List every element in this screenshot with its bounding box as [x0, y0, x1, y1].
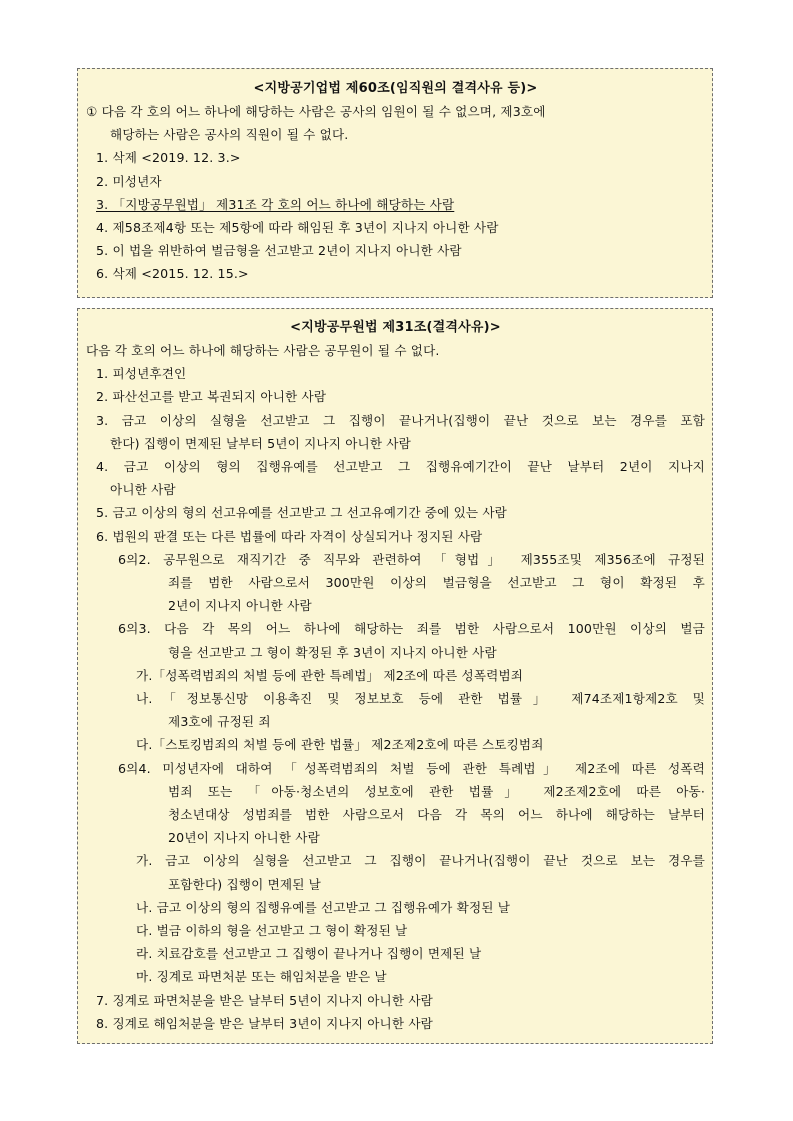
- law31-box: [77, 308, 713, 1044]
- law31-item-6-2-cont2: 2년이 지나지 아니한 사람: [168, 598, 312, 614]
- law31-item-2: 2. 파산선고를 받고 복권되지 아니한 사람: [96, 389, 327, 405]
- law60-item-2: 2. 미성년자: [96, 173, 162, 189]
- law31-item-6-3-na-cont: 제3호에 규정된 죄: [168, 714, 271, 730]
- law31-item-6-4-da: 다. 벌금 이하의 형을 선고받고 그 형이 확정된 날: [136, 923, 408, 939]
- law31-item-6-4-ra: 라. 치료감호를 선고받고 그 집행이 끝나거나 집행이 면제된 날: [136, 946, 482, 962]
- law60-item-6: 6. 삭제 <2015. 12. 15.>: [96, 266, 249, 282]
- law31-item-3-cont: 한다) 집행이 면제된 날부터 5년이 지나지 아니한 사람: [110, 435, 411, 451]
- law31-item-6-4-ma: 마. 징계로 파면처분 또는 해임처분을 받은 날: [136, 969, 387, 985]
- law31-item-6-3-na: 나.「정보통신망 이용촉진 및 정보보호 등에 관한 법률」 제74조제1항제2호 및: [136, 691, 705, 707]
- law31-item-7: 7. 징계로 파면처분을 받은 날부터 5년이 지나지 아니한 사람: [96, 992, 433, 1008]
- law31-item-1: 1. 피성년후견인: [96, 366, 187, 382]
- law60-item-4: 4. 제58조제4항 또는 제5항에 따라 해임된 후 3년이 지나지 아니한 사람: [96, 220, 499, 236]
- law60-title: <지방공기업법 제60조(임직원의 결격사유 등)>: [253, 81, 538, 96]
- law60-item-5: 5. 이 법을 위반하여 벌금형을 선고받고 2년이 지나지 아니한 사람: [96, 243, 462, 259]
- law31-item-6-4-cont3: 20년이 지나지 아니한 사람: [168, 830, 320, 846]
- law31-item-6-4-ga-cont: 포함한다) 집행이 면제된 날: [168, 876, 321, 892]
- law31-item-6-3-ga: 가.「성폭력범죄의 처벌 등에 관한 특례법」 제2조에 따른 성폭력범죄: [136, 667, 524, 683]
- law31-item-6-3-da: 다.「스토킹범죄의 처벌 등에 관한 법률」 제2조제2호에 따른 스토킹범죄: [136, 737, 544, 753]
- law31-item-6-3-cont: 형을 선고받고 그 형이 확정된 후 3년이 지나지 아니한 사람: [168, 644, 497, 660]
- law31-item-8: 8. 징계로 해임처분을 받은 날부터 3년이 지나지 아니한 사람: [96, 1015, 433, 1031]
- law60-para1-line1: ① 다음 각 호의 어느 하나에 해당하는 사람은 공사의 임원이 될 수 없으며, 제3호에: [86, 104, 546, 119]
- law31-item-3: 3. 금고 이상의 실형을 선고받고 그 집행이 끝나거나(집행이 끝난 것으로 보는 경우를 포함: [96, 412, 705, 428]
- law31-item-6-4-cont2: 청소년대상 성범죄를 범한 사람으로서 다음 각 목의 어느 하나에 해당하는 날부터: [168, 807, 705, 823]
- law31-item-5: 5. 금고 이상의 형의 선고유예를 선고받고 그 선고유예기간 중에 있는 사람: [96, 505, 507, 521]
- law60-item-3-text: 3. 「지방공무원법」 제31조 각 호의 어느 하나에 해당하는 사람: [96, 196, 455, 212]
- law31-item-4: 4. 금고 이상의 형의 집행유예를 선고받고 그 집행유예기간이 끝난 날부터 2년이 지나지: [96, 459, 705, 475]
- law60-para1-line2: 해당하는 사람은 공사의 직원이 될 수 없다.: [110, 127, 349, 143]
- law31-item-6-4: 6의4. 미성년자에 대하여 「성폭력범죄의 처벌 등에 관한 특례법」 제2조에 따른 성폭력: [118, 760, 705, 776]
- law60-item-3: [86, 193, 705, 216]
- law60-item-1: 1. 삭제 <2019. 12. 3.>: [96, 150, 241, 166]
- law31-item-6: 6. 법원의 판결 또는 다른 법률에 따라 자격이 상실되거나 정지된 사람: [96, 528, 483, 544]
- law60-box: [77, 68, 713, 298]
- law31-item-6-4-na: 나. 금고 이상의 형의 집행유예를 선고받고 그 집행유예가 확정된 날: [136, 899, 511, 915]
- law31-item-6-4-ga: 가. 금고 이상의 실형을 선고받고 그 집행이 끝나거나(집행이 끝난 것으로 보는 경우를: [136, 853, 705, 869]
- law31-item-4-cont: 아니한 사람: [110, 482, 176, 498]
- law31-item-6-2-cont1: 죄를 범한 사람으로서 300만원 이상의 벌금형을 선고받고 그 형이 확정된 후: [168, 575, 705, 591]
- law31-item-6-2: 6의2. 공무원으로 재직기간 중 직무와 관련하여 「형법」 제355조및 제356조에 규정된: [118, 551, 705, 567]
- law31-title: <지방공무원법 제31조(결격사유)>: [290, 320, 501, 335]
- law31-item-6-3: 6의3. 다음 각 목의 어느 하나에 해당하는 죄를 범한 사람으로서 100만원 이상의 벌금: [118, 621, 705, 637]
- law31-intro: 다음 각 호의 어느 하나에 해당하는 사람은 공무원이 될 수 없다.: [86, 343, 440, 358]
- law31-item-6-4-cont1: 범죄 또는 「아동·청소년의 성보호에 관한 법률」 제2조제2호에 따른 아동·: [168, 783, 705, 799]
